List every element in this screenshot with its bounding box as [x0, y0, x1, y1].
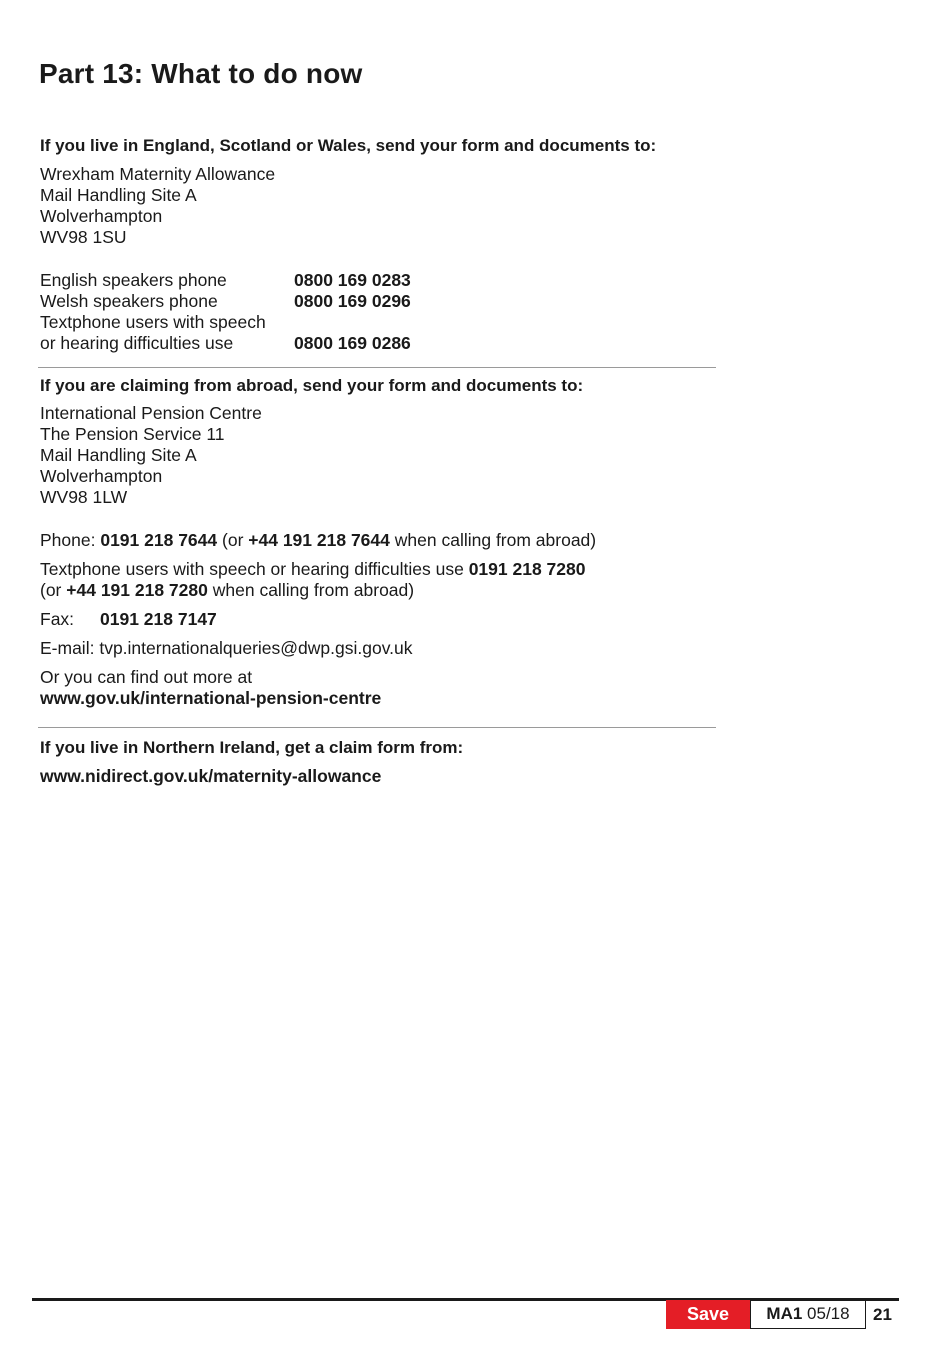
phone-number: 0191 218 7644	[100, 530, 218, 550]
abroad-address	[40, 403, 262, 508]
section-divider	[38, 727, 716, 728]
abroad-phone-line	[40, 530, 596, 551]
fax-label: Fax:	[40, 609, 75, 629]
address-line: Mail Handling Site A	[40, 445, 197, 465]
address-line: WV98 1LW	[40, 487, 128, 507]
textphone-or: (or	[40, 580, 62, 600]
phone-label: Phone:	[40, 530, 96, 550]
phone-row	[40, 312, 460, 333]
abroad-heading: If you are claiming from abroad, send your form and documents to:	[40, 376, 584, 395]
textphone-intl-number: +44 191 218 7280	[66, 580, 208, 600]
phone-number: 0800 169 0286	[294, 333, 411, 353]
form-code: MA1	[766, 1304, 803, 1323]
address-line: Wolverhampton	[40, 206, 163, 226]
address-line: Wolverhampton	[40, 466, 163, 486]
section-divider	[38, 367, 716, 368]
ipc-website-link[interactable]: www.gov.uk/international-pension-centre	[40, 688, 382, 708]
abroad-find-out	[40, 667, 381, 709]
phone-or: (or	[222, 530, 244, 550]
phone-row	[40, 270, 460, 291]
abroad-textphone	[40, 559, 700, 601]
address-line: WV98 1SU	[40, 227, 127, 247]
phone-label: or hearing difficulties use	[40, 333, 234, 353]
phone-label: Textphone users with speech	[40, 312, 266, 332]
phone-row	[40, 333, 460, 354]
uk-phone-table	[40, 270, 460, 354]
phone-suffix: when calling from abroad)	[394, 530, 597, 550]
page-title: Part 13: What to do now	[39, 58, 363, 89]
textphone-text: Textphone users with speech or hearing difficulties use	[40, 559, 464, 579]
abroad-email-line	[40, 638, 413, 659]
phone-label: Welsh speakers phone	[40, 291, 218, 311]
phone-number: 0800 169 0296	[294, 291, 411, 311]
phone-intl-number: +44 191 218 7644	[248, 530, 390, 550]
fax-number: 0191 218 7147	[100, 609, 217, 629]
email-label: E-mail:	[40, 638, 95, 658]
uk-heading: If you live in England, Scotland or Wales, send your form and documents to:	[40, 136, 657, 155]
phone-number: 0800 169 0283	[294, 270, 411, 290]
form-date: 05/18	[807, 1304, 850, 1323]
phone-row	[40, 291, 460, 312]
nidirect-website-link[interactable]: www.nidirect.gov.uk/maternity-allowance	[40, 766, 382, 786]
form-reference	[750, 1300, 866, 1329]
uk-address	[40, 164, 275, 248]
page-number: 21	[873, 1304, 892, 1324]
find-out-text: Or you can find out more at	[40, 667, 253, 687]
address-line: The Pension Service 11	[40, 424, 225, 444]
ni-heading: If you live in Northern Ireland, get a claim form from:	[40, 738, 464, 757]
textphone-number: 0191 218 7280	[468, 559, 586, 579]
abroad-fax-line	[40, 609, 217, 630]
address-line: Mail Handling Site A	[40, 185, 197, 205]
address-line: Wrexham Maternity Allowance	[40, 164, 276, 184]
email-address[interactable]: tvp.internationalqueries@dwp.gsi.gov.uk	[99, 638, 413, 658]
save-button[interactable]: Save	[666, 1300, 750, 1329]
textphone-suffix: when calling from abroad)	[212, 580, 415, 600]
phone-label: English speakers phone	[40, 270, 227, 290]
address-line: International Pension Centre	[40, 403, 262, 423]
